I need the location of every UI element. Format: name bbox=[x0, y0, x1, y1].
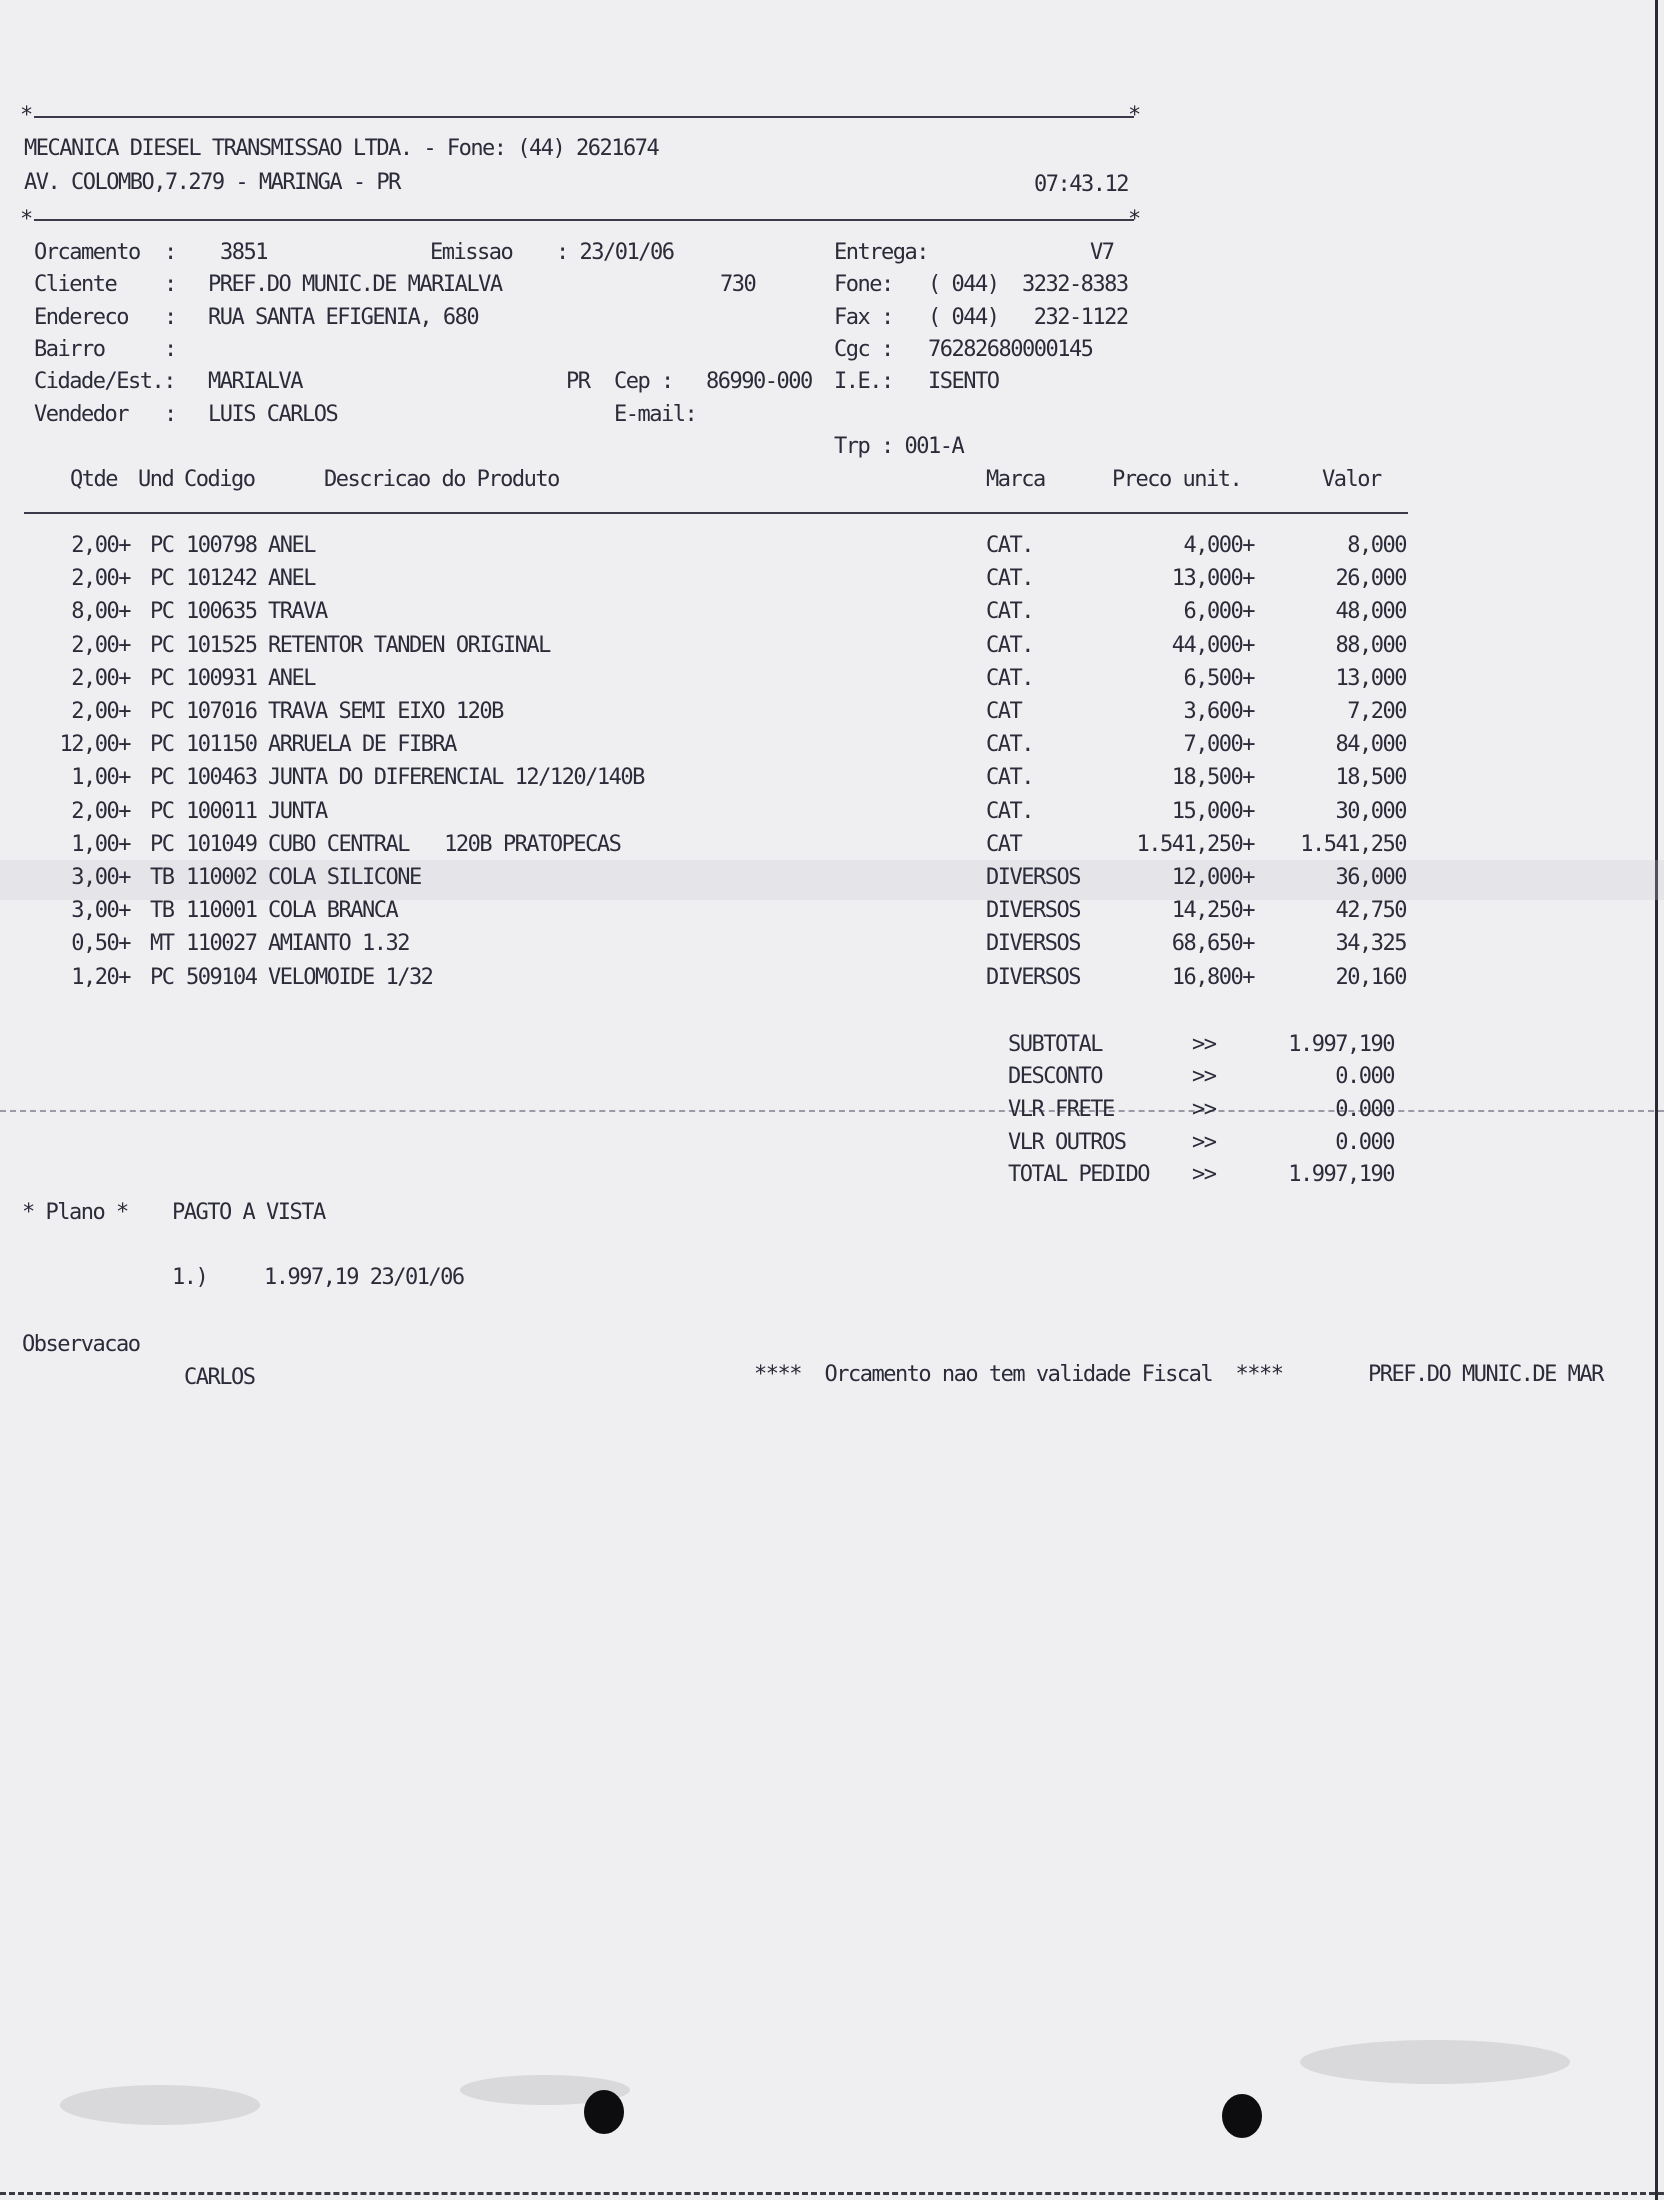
cell-preco: 3,600+ bbox=[1183, 699, 1254, 724]
cell-marca: CAT. bbox=[986, 799, 1033, 824]
ie-label: I.E.: bbox=[834, 369, 893, 394]
table-header-rule bbox=[24, 512, 1408, 514]
cell-descricao: ARRUELA DE FIBRA bbox=[268, 732, 456, 757]
cell-preco: 68,650+ bbox=[1171, 931, 1254, 956]
print-time: 07:43.12 bbox=[1034, 172, 1128, 197]
colon: : bbox=[164, 402, 176, 427]
cell-und: TB bbox=[150, 865, 174, 890]
col-marca: Marca bbox=[986, 467, 1045, 492]
cell-preco: 6,500+ bbox=[1183, 666, 1254, 691]
cell-marca: CAT bbox=[986, 699, 1022, 724]
cell-codigo: 101049 bbox=[186, 832, 257, 857]
cell-und: MT bbox=[150, 931, 174, 956]
colon: : bbox=[164, 240, 176, 265]
arrow-icon: >> bbox=[1192, 1032, 1216, 1057]
cell-marca: DIVERSOS bbox=[986, 898, 1080, 923]
cidade-label: Cidade/Est.: bbox=[34, 369, 175, 394]
desconto-label: DESCONTO bbox=[1008, 1064, 1102, 1089]
cell-marca: DIVERSOS bbox=[986, 865, 1080, 890]
cell-descricao: CUBO CENTRAL 120B PRATOPECAS bbox=[268, 832, 621, 857]
cell-qtde: 2,00+ bbox=[71, 633, 130, 658]
cell-qtde: 3,00+ bbox=[71, 865, 130, 890]
subtotal-label: SUBTOTAL bbox=[1008, 1032, 1102, 1057]
cell-und: PC bbox=[150, 832, 174, 857]
cep-value: 86990-000 bbox=[706, 369, 812, 394]
paper-edge bbox=[1655, 0, 1658, 2200]
bairro-label: Bairro bbox=[34, 337, 105, 362]
cliente-value: PREF.DO MUNIC.DE MARIALVA bbox=[208, 272, 502, 297]
estado-value: PR bbox=[566, 369, 590, 394]
cell-marca: CAT. bbox=[986, 666, 1033, 691]
cell-qtde: 2,00+ bbox=[71, 799, 130, 824]
cell-valor: 8,000 bbox=[1347, 533, 1406, 558]
frete-value: 0.000 bbox=[1335, 1097, 1394, 1122]
cell-codigo: 100635 bbox=[186, 599, 257, 624]
cell-codigo: 101242 bbox=[186, 566, 257, 591]
table-row bbox=[0, 533, 1664, 567]
cep-label: Cep : bbox=[614, 369, 673, 394]
cell-codigo: 100463 bbox=[186, 765, 257, 790]
cell-codigo: 110027 bbox=[186, 931, 257, 956]
col-preco: Preco unit. bbox=[1112, 467, 1242, 492]
col-codigo: Codigo bbox=[184, 467, 255, 492]
arrow-icon: >> bbox=[1192, 1162, 1216, 1187]
cell-descricao: COLA SILICONE bbox=[268, 865, 421, 890]
cell-qtde: 1,20+ bbox=[71, 965, 130, 990]
cell-valor: 36,000 bbox=[1335, 865, 1406, 890]
entrega-value: V7 bbox=[1090, 240, 1114, 265]
cell-und: PC bbox=[150, 533, 174, 558]
cell-codigo: 101150 bbox=[186, 732, 257, 757]
cell-descricao: JUNTA DO DIFERENCIAL 12/120/140B bbox=[268, 765, 644, 790]
installment-number: 1.) bbox=[172, 1265, 208, 1290]
cell-qtde: 3,00+ bbox=[71, 898, 130, 923]
total-value: 1.997,190 bbox=[1288, 1162, 1394, 1187]
cell-preco: 7,000+ bbox=[1183, 732, 1254, 757]
cell-valor: 34,325 bbox=[1335, 931, 1406, 956]
cell-preco: 18,500+ bbox=[1171, 765, 1254, 790]
table-row bbox=[0, 865, 1664, 899]
smudge bbox=[1300, 2040, 1570, 2084]
cell-marca: CAT. bbox=[986, 633, 1033, 658]
cell-valor: 20,160 bbox=[1335, 965, 1406, 990]
observacao-value: CARLOS bbox=[184, 1365, 255, 1390]
col-und: Und bbox=[138, 467, 174, 492]
cell-preco: 14,250+ bbox=[1171, 898, 1254, 923]
col-descricao: Descricao do Produto bbox=[324, 467, 559, 492]
cell-descricao: VELOMOIDE 1/32 bbox=[268, 965, 433, 990]
cell-qtde: 8,00+ bbox=[71, 599, 130, 624]
fone-value: ( 044) 3232-8383 bbox=[928, 272, 1128, 297]
cell-descricao: COLA BRANCA bbox=[268, 898, 398, 923]
cell-qtde: 12,00+ bbox=[59, 732, 130, 757]
cell-valor: 48,000 bbox=[1335, 599, 1406, 624]
cell-preco: 4,000+ bbox=[1183, 533, 1254, 558]
cell-marca: CAT. bbox=[986, 765, 1033, 790]
cell-preco: 16,800+ bbox=[1171, 965, 1254, 990]
cidade-value: MARIALVA bbox=[208, 369, 302, 394]
cell-valor: 84,000 bbox=[1335, 732, 1406, 757]
rule-end-star: * bbox=[20, 103, 34, 128]
colon: : bbox=[164, 337, 176, 362]
table-row bbox=[0, 931, 1664, 965]
cell-codigo: 100931 bbox=[186, 666, 257, 691]
cell-und: PC bbox=[150, 633, 174, 658]
punch-hole bbox=[584, 2090, 624, 2134]
colon: : bbox=[164, 305, 176, 330]
table-row bbox=[0, 666, 1664, 700]
plano-label: * Plano * bbox=[22, 1200, 128, 1225]
cgc-label: Cgc : bbox=[834, 337, 893, 362]
cell-qtde: 2,00+ bbox=[71, 533, 130, 558]
cell-descricao: ANEL bbox=[268, 666, 315, 691]
cell-valor: 26,000 bbox=[1335, 566, 1406, 591]
cell-valor: 7,200 bbox=[1347, 699, 1406, 724]
cell-descricao: AMIANTO 1.32 bbox=[268, 931, 409, 956]
endereco-label: Endereco bbox=[34, 305, 128, 330]
desconto-value: 0.000 bbox=[1335, 1064, 1394, 1089]
frete-label: VLR FRETE bbox=[1008, 1097, 1114, 1122]
table-row bbox=[0, 898, 1664, 932]
perforation-line bbox=[0, 1110, 1664, 1112]
cell-und: PC bbox=[150, 666, 174, 691]
cell-marca: CAT. bbox=[986, 599, 1033, 624]
table-row bbox=[0, 732, 1664, 766]
cell-qtde: 2,00+ bbox=[71, 699, 130, 724]
fone-label: Fone: bbox=[834, 272, 893, 297]
cell-valor: 88,000 bbox=[1335, 633, 1406, 658]
table-row bbox=[0, 633, 1664, 667]
cell-und: PC bbox=[150, 732, 174, 757]
plano-value: PAGTO A VISTA bbox=[172, 1200, 325, 1225]
cell-valor: 18,500 bbox=[1335, 765, 1406, 790]
cell-marca: CAT bbox=[986, 832, 1022, 857]
rule-end-star: * bbox=[1128, 103, 1142, 128]
observacao-label: Observacao bbox=[22, 1332, 140, 1357]
cell-descricao: ANEL bbox=[268, 566, 315, 591]
table-row bbox=[0, 799, 1664, 833]
company-line: MECANICA DIESEL TRANSMISSAO LTDA. - Fone: (44) 2621674 bbox=[24, 136, 659, 161]
emissao-label: Emissao bbox=[430, 240, 513, 265]
ie-value: ISENTO bbox=[928, 369, 999, 394]
cgc-value: 76282680000145 bbox=[928, 337, 1093, 362]
cell-marca: DIVERSOS bbox=[986, 931, 1080, 956]
cell-qtde: 2,00+ bbox=[71, 566, 130, 591]
table-row bbox=[0, 765, 1664, 799]
cell-codigo: 100798 bbox=[186, 533, 257, 558]
cell-valor: 1.541,250 bbox=[1300, 832, 1406, 857]
table-row bbox=[0, 566, 1664, 600]
address-line: AV. COLOMBO,7.279 - MARINGA - PR bbox=[24, 170, 400, 195]
fax-label: Fax : bbox=[834, 305, 893, 330]
entrega-label: Entrega: bbox=[834, 240, 928, 265]
client-short: PREF.DO MUNIC.DE MAR bbox=[1368, 1362, 1603, 1387]
cell-valor: 13,000 bbox=[1335, 666, 1406, 691]
cell-preco: 12,000+ bbox=[1171, 865, 1254, 890]
cell-marca: DIVERSOS bbox=[986, 965, 1080, 990]
emissao-value: : 23/01/06 bbox=[556, 240, 674, 265]
vendedor-label: Vendedor bbox=[34, 402, 128, 427]
arrow-icon: >> bbox=[1192, 1097, 1216, 1122]
total-label: TOTAL PEDIDO bbox=[1008, 1162, 1149, 1187]
cell-und: PC bbox=[150, 799, 174, 824]
email-label: E-mail: bbox=[614, 402, 697, 427]
cell-marca: CAT. bbox=[986, 732, 1033, 757]
cell-preco: 44,000+ bbox=[1171, 633, 1254, 658]
arrow-icon: >> bbox=[1192, 1130, 1216, 1155]
installment-value: 1.997,19 23/01/06 bbox=[264, 1265, 464, 1290]
header-rule bbox=[34, 219, 1134, 221]
endereco-value: RUA SANTA EFIGENIA, 680 bbox=[208, 305, 479, 330]
cliente-code: 730 bbox=[720, 272, 756, 297]
cell-marca: CAT. bbox=[986, 566, 1033, 591]
cell-und: PC bbox=[150, 699, 174, 724]
cell-valor: 30,000 bbox=[1335, 799, 1406, 824]
trp-label: Trp : 001-A bbox=[834, 434, 964, 459]
outros-value: 0.000 bbox=[1335, 1130, 1394, 1155]
fiscal-notice: **** Orcamento nao tem validade Fiscal **** bbox=[754, 1362, 1283, 1387]
cell-und: PC bbox=[150, 566, 174, 591]
orcamento-value: 3851 bbox=[220, 240, 267, 265]
col-qtde: Qtde bbox=[70, 467, 117, 492]
cell-qtde: 1,00+ bbox=[71, 765, 130, 790]
cell-und: PC bbox=[150, 965, 174, 990]
bottom-edge bbox=[0, 2192, 1664, 2198]
cell-codigo: 100011 bbox=[186, 799, 257, 824]
punch-hole bbox=[1222, 2094, 1262, 2138]
cell-preco: 13,000+ bbox=[1171, 566, 1254, 591]
orcamento-label: Orcamento bbox=[34, 240, 140, 265]
cell-codigo: 110001 bbox=[186, 898, 257, 923]
cell-codigo: 107016 bbox=[186, 699, 257, 724]
cell-valor: 42,750 bbox=[1335, 898, 1406, 923]
vendedor-value: LUIS CARLOS bbox=[208, 402, 338, 427]
table-row bbox=[0, 965, 1664, 999]
smudge bbox=[60, 2085, 260, 2125]
outros-label: VLR OUTROS bbox=[1008, 1130, 1126, 1155]
cell-descricao: TRAVA SEMI EIXO 120B bbox=[268, 699, 503, 724]
cell-descricao: TRAVA bbox=[268, 599, 327, 624]
table-row bbox=[0, 699, 1664, 733]
cell-und: TB bbox=[150, 898, 174, 923]
cell-codigo: 101525 bbox=[186, 633, 257, 658]
cell-und: PC bbox=[150, 599, 174, 624]
top-rule bbox=[34, 116, 1134, 118]
cell-qtde: 0,50+ bbox=[71, 931, 130, 956]
cell-marca: CAT. bbox=[986, 533, 1033, 558]
cell-codigo: 509104 bbox=[186, 965, 257, 990]
rule-end-star: * bbox=[20, 207, 34, 232]
cell-qtde: 1,00+ bbox=[71, 832, 130, 857]
cell-descricao: RETENTOR TANDEN ORIGINAL bbox=[268, 633, 550, 658]
cell-preco: 1.541,250+ bbox=[1136, 832, 1254, 857]
cell-preco: 6,000+ bbox=[1183, 599, 1254, 624]
colon: : bbox=[164, 272, 176, 297]
cell-codigo: 110002 bbox=[186, 865, 257, 890]
cliente-label: Cliente bbox=[34, 272, 117, 297]
col-valor: Valor bbox=[1322, 467, 1381, 492]
table-row bbox=[0, 599, 1664, 633]
cell-und: PC bbox=[150, 765, 174, 790]
rule-end-star: * bbox=[1128, 207, 1142, 232]
cell-qtde: 2,00+ bbox=[71, 666, 130, 691]
fax-value: ( 044) 232-1122 bbox=[928, 305, 1128, 330]
subtotal-value: 1.997,190 bbox=[1288, 1032, 1394, 1057]
arrow-icon: >> bbox=[1192, 1064, 1216, 1089]
cell-descricao: JUNTA bbox=[268, 799, 327, 824]
cell-preco: 15,000+ bbox=[1171, 799, 1254, 824]
cell-descricao: ANEL bbox=[268, 533, 315, 558]
table-row bbox=[0, 832, 1664, 866]
